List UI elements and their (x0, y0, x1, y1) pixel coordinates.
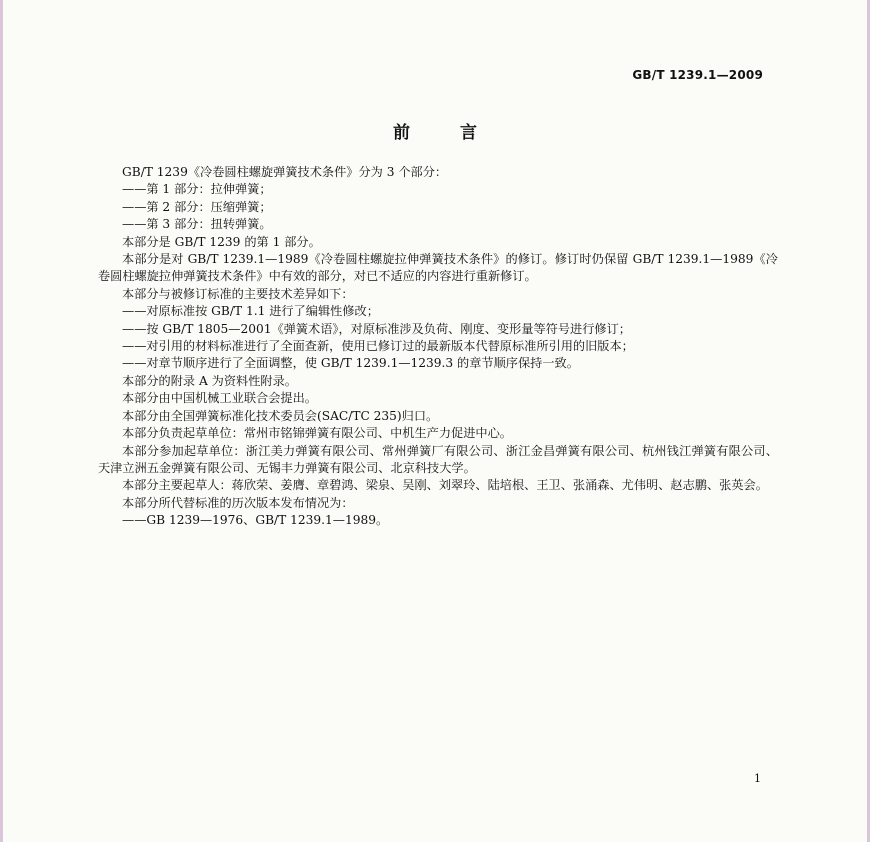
paragraph-this-part: 本部分是 GB/T 1239 的第 1 部分。 (122, 234, 321, 249)
list-item-difference-4: ——对章节顺序进行了全面调整，使 GB/T 1239.1—1239.3 的章节顺序保持一致。 (122, 356, 579, 371)
list-item-part-2: ——第 2 部分：压缩弹簧； (122, 199, 272, 214)
page-title: 前 言 (393, 123, 499, 143)
list-item-part-3: ——第 3 部分：扭转弹簧。 (122, 217, 272, 232)
paragraph-responsible-drafters: 本部分负责起草单位：常州市铭锦弹簧有限公司、中机生产力促进中心。 (122, 426, 512, 441)
paragraph-revision: 本部分是对 GB/T 1239.1—1989《冷卷圆柱螺旋拉伸弹簧技术条件》的修订。修订时仍保留 GB/T 1239.1—1989《冷卷圆柱螺旋拉伸弹簧技术条件》中有效的部分，对已不适应的内容进行重新修订。 (98, 252, 778, 284)
paragraph-participating-drafters: 本部分参加起草单位：浙江美力弹簧有限公司、常州弹簧厂有限公司、浙江金昌弹簧有限公司、杭州钱江弹簧有限公司、天津立洲五金弹簧有限公司、无锡丰力弹簧有限公司、北京科技大学。 (98, 443, 778, 475)
paragraph-appendix: 本部分的附录 A 为资料性附录。 (122, 373, 297, 388)
paragraph-previous-editions-intro: 本部分所代替标准的历次版本发布情况为： (122, 495, 354, 510)
paragraph-main-drafters: 本部分主要起草人：蒋欣荣、姜膺、章碧鸿、梁泉、吴刚、刘翠玲、陆培根、王卫、张涌森、尤伟明、赵志鹏、张英会。 (122, 478, 768, 493)
paragraph-differences-intro: 本部分与被修订标准的主要技术差异如下： (122, 286, 354, 301)
list-item-difference-2: ——按 GB/T 1805—2001《弹簧术语》，对原标准涉及负荷、刚度、变形量等符号进行修订； (122, 321, 631, 336)
list-item-part-1: ——第 1 部分：拉伸弹簧； (122, 182, 272, 197)
page-number: 1 (754, 772, 761, 785)
list-item-difference-3: ——对引用的材料标准进行了全面查新，使用已修订过的最新版本代替原标准所引用的旧版本； (122, 339, 634, 354)
list-item-difference-1: ——对原标准按 GB/T 1.1 进行了编辑性修改； (122, 304, 379, 319)
standard-code-header: GB/T 1239.1—2009 (632, 68, 763, 82)
list-item-previous-editions: ——GB 1239—1976、GB/T 1239.1—1989。 (122, 513, 389, 528)
paragraph-centralized-by: 本部分由全国弹簧标准化技术委员会(SAC/TC 235)归口。 (122, 408, 439, 423)
paragraph-parts-intro: GB/T 1239《冷卷圆柱螺旋弹簧技术条件》分为 3 个部分： (122, 165, 448, 179)
foreword-body (98, 164, 778, 530)
paragraph-proposed-by: 本部分由中国机械工业联合会提出。 (122, 391, 317, 406)
